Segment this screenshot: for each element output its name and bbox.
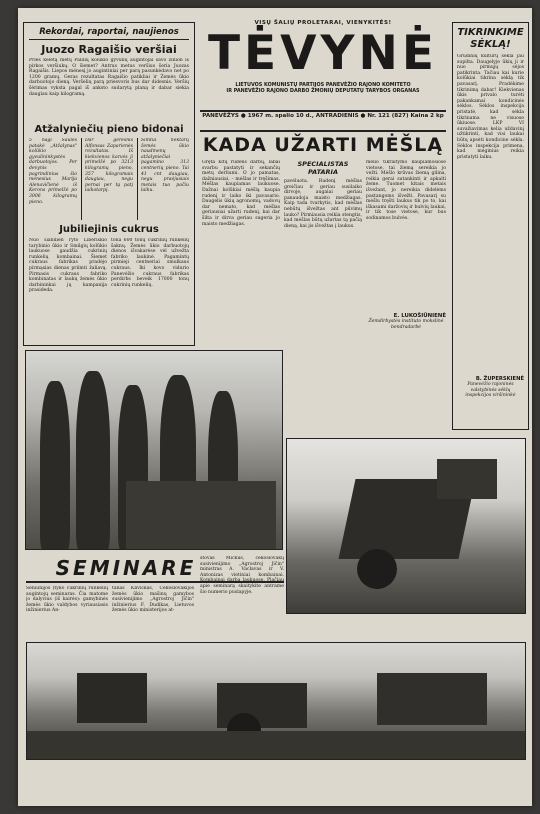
center-col-3-text: mėlio tikraitymo kaupiamosiose vietose, tai žiemą sereikia jo vežti. Mėšlo krūvas žiemą gilina, reikia gerai sutankinti ir apkalti žeme. Tuomet kitais metais išvežant, jo nereikia didelėms pastangoms išvežti. Pavasarį su mėšlu tręšti laukus tik po to, kai iškasami daržovių ir bulvių laukai, ir tik tose vietose, kur bus sodinamos bulvės. bbox=[366, 160, 446, 221]
dateline: PANEVĖŽYS ● 1967 m. spalio 10 d., ANTRADIENIS ● Nr. 121 (827) Kaina 2 kp bbox=[202, 113, 444, 119]
center-col-2-text: pavėluota. Rudenį mėšlas greičiau ir geriau susilaiko dirvoje, augalai geriau panaudoja maisto medžiagas. Kaip tada tvarkytis, kad mėšlas nebūtų išvežtas ant pūvimų lauko? Pirmiausia reikia stengtis, kad mėšlas būtų užartas tą pačią dieną, kai jis išvežtas į laukus. bbox=[284, 179, 362, 229]
photo-workers-field bbox=[25, 350, 283, 550]
left-heading-3: Jubiliejinis cukrus bbox=[59, 224, 159, 235]
left-col-b: Dar geresnis Alfonsas Zaparienės rezultatas. Iš kiekvienos karvės ji primelžė po 3213 kilogramų pieno, 357 kilogramais daugiau, negu pernai per tą patį laikotarpį. bbox=[81, 138, 133, 220]
center-col-2 bbox=[284, 160, 362, 332]
center-col-3 bbox=[366, 160, 446, 344]
right-box-title: TIKRINKIME SĖKLĄ! bbox=[457, 27, 524, 50]
right-box-author-role: Panevėžio rajoninės valstybinės sėklų inspekcijos viršininkė bbox=[465, 382, 516, 399]
newspaper-page bbox=[18, 8, 532, 806]
masthead-subtitle-2: IR PANEVĖŽIO RAJONO DARBO ŽMONIŲ DEPUTATŲ TARYBOS ORGANAS bbox=[226, 88, 420, 94]
left-col-c: Šimtui hektarų žemės ūkio naudmenų atžalyniečiai pagamino 313 centnerių pieno. Tai 41 cnt daugiau, negu praėjusiais metais tuo pačiu laiku. bbox=[137, 138, 189, 220]
left-two-columns bbox=[29, 238, 189, 316]
center-col-1 bbox=[202, 160, 280, 332]
center-article-title: KADA UŽARTI MĖŠLĄ bbox=[202, 134, 444, 156]
seminar-col-2-text: tanas Klivickas, Cekoslovakijos žemės ūkio mašinų gamybos susivienijimo „Agrostroj Jičin" inžinierius F. Dudikas, Lietuvos žemės ūkio ministerijos at- bbox=[112, 586, 194, 614]
center-col-2-kicker: SPECIALISTAS PATARIA bbox=[297, 160, 349, 176]
photo-harvester bbox=[286, 438, 526, 614]
left-news-box bbox=[23, 22, 195, 346]
center-top-rule bbox=[200, 130, 446, 132]
masthead-rule bbox=[200, 110, 446, 112]
right-seed-box bbox=[452, 22, 529, 430]
right-box-author: B. ŽUPERSKIENĖ bbox=[475, 376, 524, 382]
masthead-title: TĖVYNĖ bbox=[207, 26, 438, 81]
left-col-e: tona 600 tonų cukrinių runkelių šaknų. Žemės ūkio darbuotojų dienos išvakarėse vėl užvežta fabriko laukinė. Pagamintų pirmieji centneriai smulkaus cukraus. Iki kovo vidurio Panevėžio cukraus fabrikas perdirbs beveik 17000 tonų cukrinių runkelių. bbox=[111, 238, 189, 288]
slogan: VISŲ ŠALIŲ PROLETARAI, VIENYKITĖS! bbox=[254, 20, 392, 26]
seminar-title: SEMINARE bbox=[55, 556, 197, 580]
photo-tractors bbox=[26, 642, 526, 760]
masthead bbox=[200, 20, 446, 120]
left-col-d: Nuo šiandien ryto Liberiškio tarybinio ūkio ir Smilgių kolūkio laukuose gaudžia cukrinių runkelių kombainai. Šiemet cukraus fabrikas pradėjo pirmąsias dienas priimti žaliavą. Pirmasis cukraus fabriko kombinatas ir laukų žemės ūkio darbininkai jų kampanija prasideda. bbox=[29, 238, 107, 294]
left-heading-1: Juozo Ragaišio veršiai bbox=[41, 43, 177, 56]
left-kicker: Rekordai, raportai, naujienos bbox=[29, 27, 189, 40]
seminar-col-2 bbox=[112, 586, 194, 638]
right-box-text: Grūdinių kultūrų sėkla jau supilta. Daugelyje ūkių ji ir nuo pirmųjų sėjos patikrinta. Tačiau kai kurie kolūkiai tikrina sėklą tik pavasarį. Pradėkime tikrinimą dabar! Kiekvienas ūkis privalo turėti pakankamai kondicinės sėklos. Sėklos inspekcija pristatė, kad sėkla tikrinama ne visuose ūkiuose. LKP VI suvažiavimas kelia uždavinį užtikrinti, kad visi laukai būtų apsėti kondicine sėkla. Sėklos inspekcija primena, kad mėginius reikia pristatyti laiku. bbox=[457, 54, 524, 160]
seminar-col-3 bbox=[200, 556, 284, 638]
seminar-col-1 bbox=[26, 586, 108, 638]
left-col-a: 5 nagi Šaulės patakė „Atžalynas" kolūkio gyvulininkystės darbuotojos. Per devynis pagrindinius šio mėnesius Marija Alenavičienė iš Kerons primelžė po 3006 kilogramų pieno. bbox=[29, 138, 77, 205]
masthead-subtitle-1: LIETUVOS KOMUNISTŲ PARTIJOS PANEVĖŽIO RAJONO KOMITETO bbox=[235, 82, 411, 88]
center-article-author-role: Žemdirbystės instituto mokslinė bendradarbė bbox=[368, 319, 444, 330]
seminar-col-3-text: stovas Mickus, čekoslovakų susivienijimo „Agrostroj Jičin" ministras A. Vaclavas ir V. Antonizas vietiniai kombainai. Kombainai darbą laukuose. Plačiau apie seminarą skaitykite antrame šio numerio puslapyje. bbox=[200, 556, 284, 595]
left-paragraph-1: Prieš keletą metų Palilių kolūkio gyvulių augintojai savo žinion iš pirkos veršiukų. O šiemet? Antrus metus veršius šeria Juozas Ragaišis. Liepos mėnesį jo augintiniai per parą pasunkėdavo net po 1200 gramų. Geras rezultatas Ragaišio patikliai ir Žemės ūkio darbuotojo dieną. Veršelių parą priesvoris bus dar didesnis. Veršių šėrimas vyksta pagal iš anksto sudarytą planą ir dabar siekia daugiau kaip kilogramą. bbox=[29, 58, 189, 97]
left-three-columns bbox=[29, 138, 189, 220]
center-article-author: E. LUKOŠIŪNIENĖ bbox=[393, 313, 446, 319]
seminar-col-1-text: Seniūnijos (tyko cukrinių runkelių augintojų seminaras. Čia matome jo dalyvius (iš kairės): gamybinės žemės ūkio valdybos vyriausiasis inžinierius An- bbox=[26, 586, 108, 614]
left-heading-2: Atžalyniečių pieno bidonai bbox=[34, 124, 184, 135]
center-col-1-text: Gręta kitų rudens darbų, labai svarbu pastatyti ir sekančių metų derliumi. O jo pamatas, dažniausiai, – mėšlas ir tręšimas. Mėšlas kaupiamas laukuose. Dažnai kolūkiai mėšlą kaupia rudenį ir laiko iki pavasario. Daugelis ūkių agronomų, vadovų dar nemato, kad mėšlas geriausiai užarti rudenį, kai dar šilta ir dirva geriau sugeria jo maisto medžiagas. bbox=[202, 160, 280, 227]
